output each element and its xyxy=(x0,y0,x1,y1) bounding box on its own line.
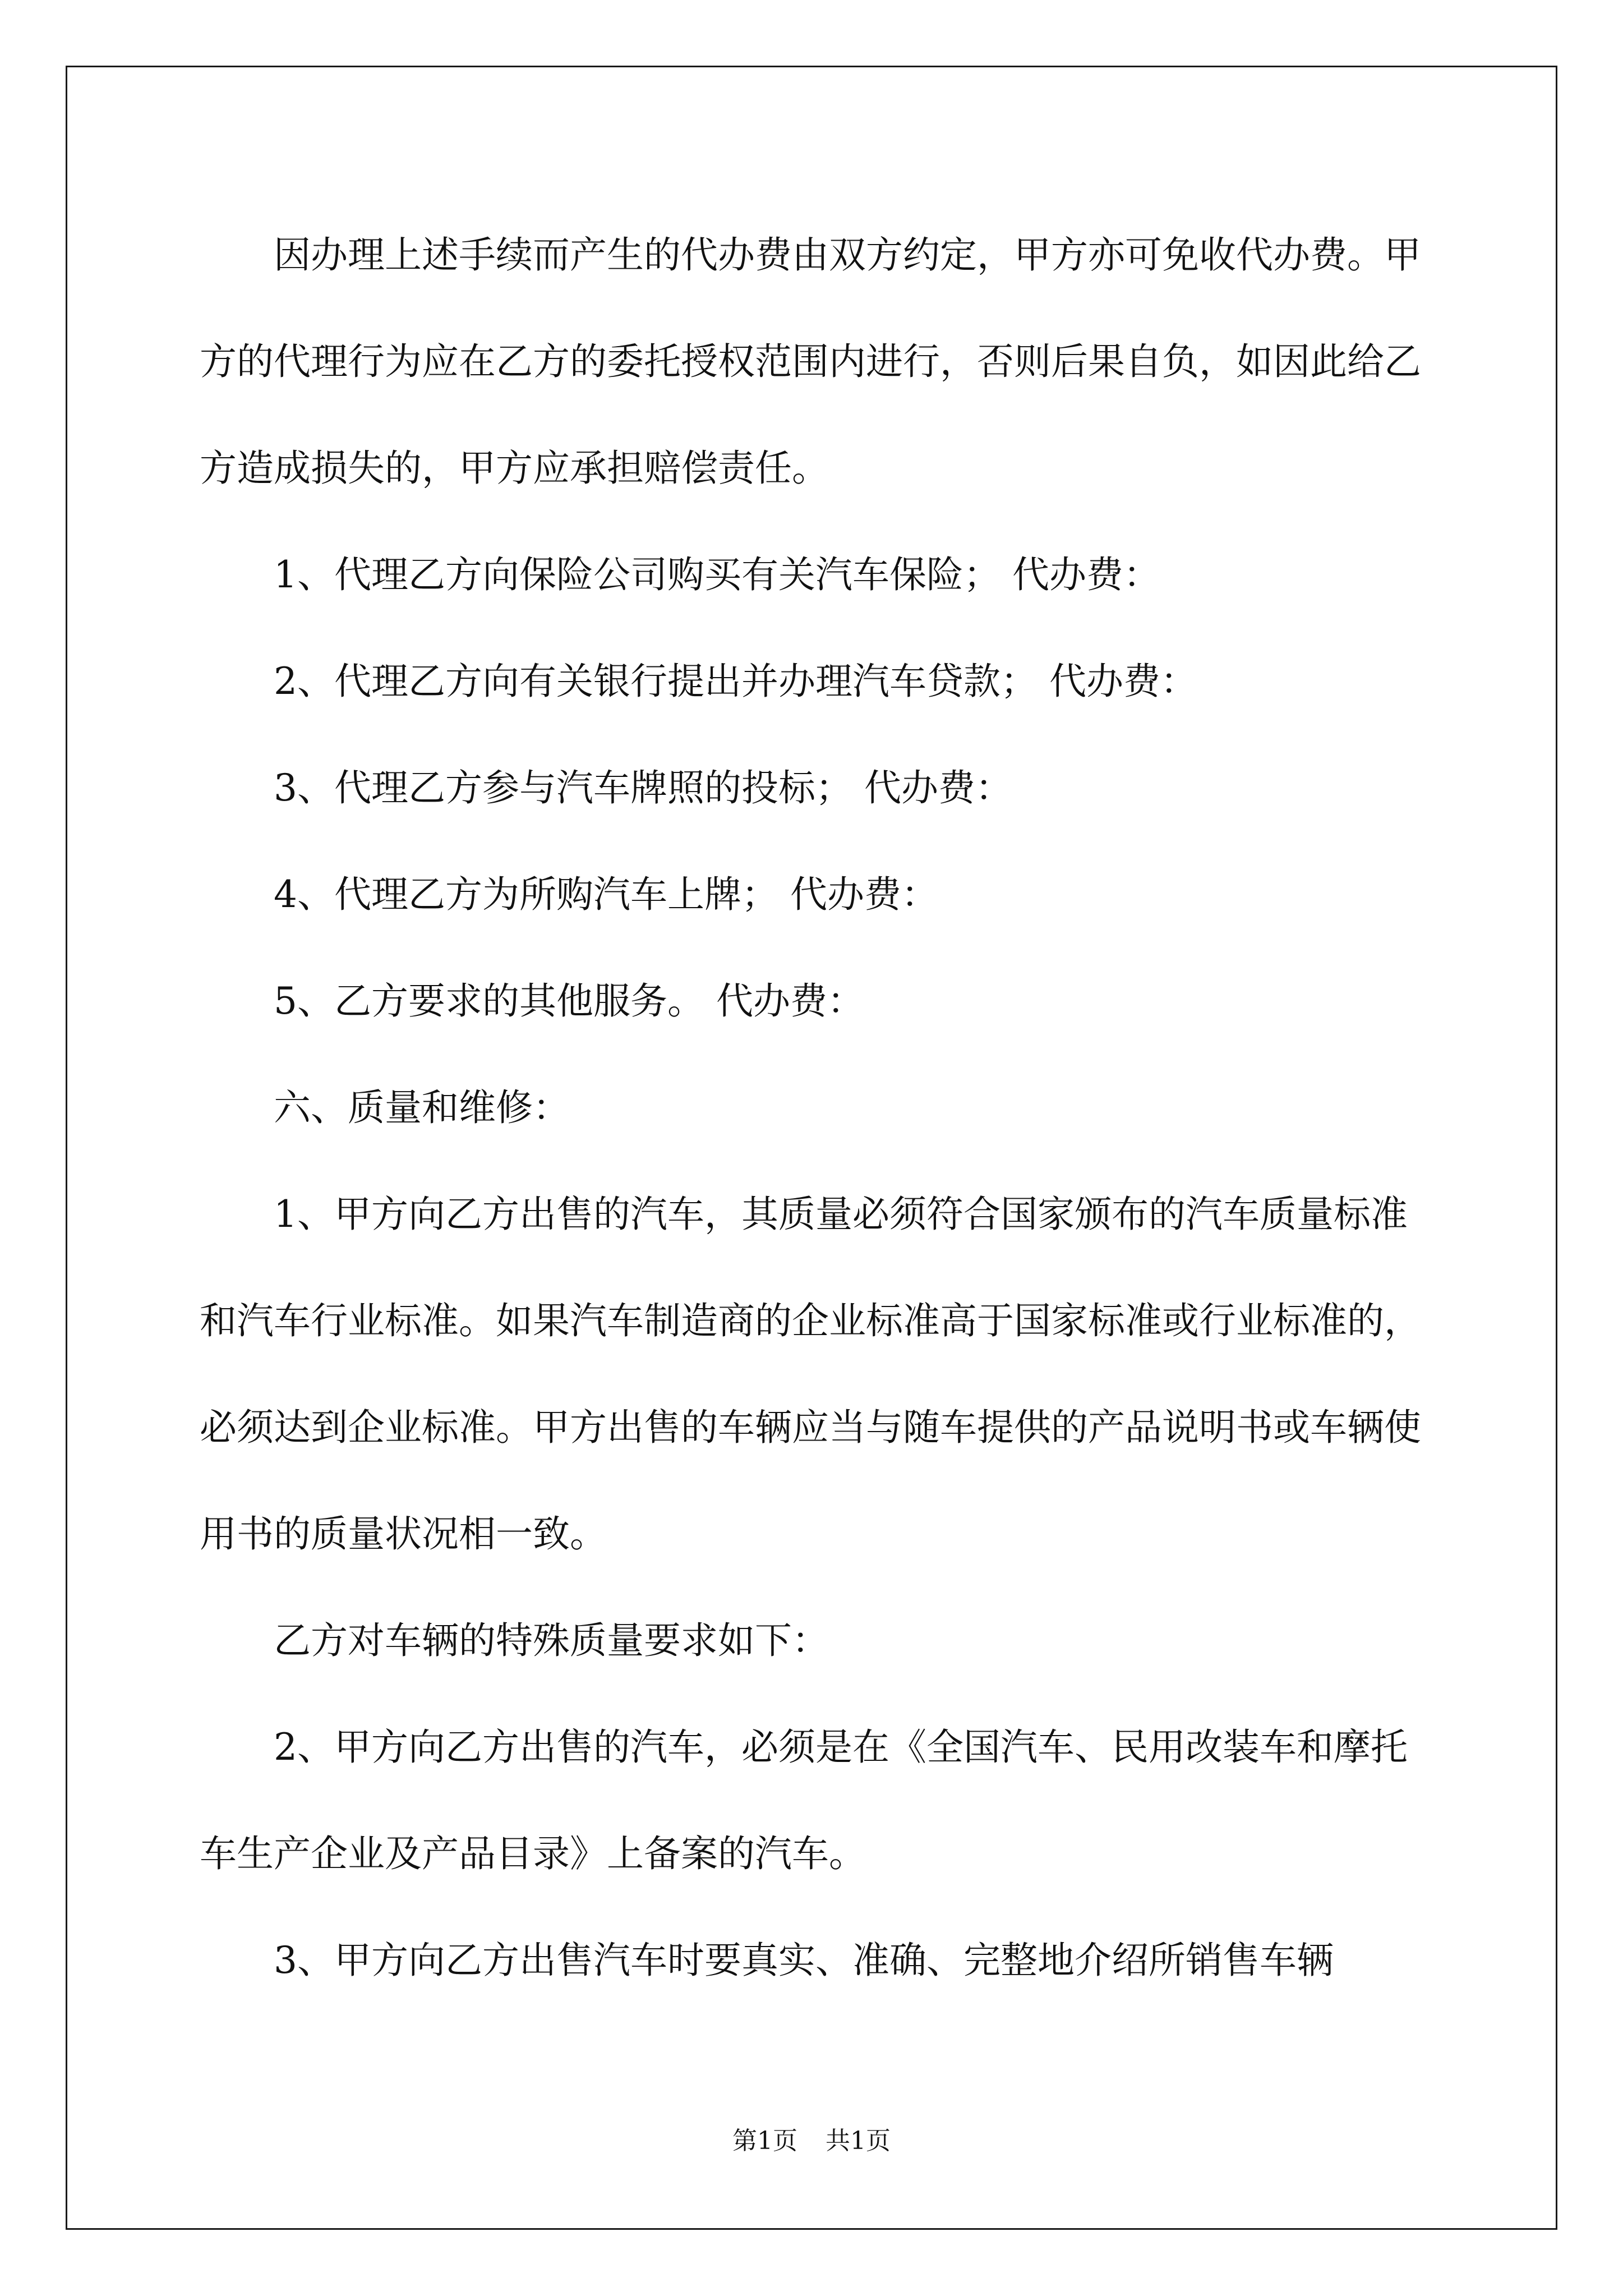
paragraph: 2、甲方向乙方出售的汽车，必须是在《全国汽车、民用改装车和摩托车生产企业及产品目录》上备案的汽车。 xyxy=(200,1726,1408,1875)
list-item: 3、代理乙方参与汽车牌照的投标； 代办费： xyxy=(274,766,1012,809)
page-number: 第1页 xyxy=(732,2127,797,2155)
list-item: 5、乙方要求的其他服务。 代办费： xyxy=(274,979,864,1023)
list-item: 1、代理乙方向保险公司购买有关汽车保险； 代办费： xyxy=(274,553,1160,596)
page-total: 共1页 xyxy=(826,2127,891,2155)
paragraph: 3、甲方向乙方出售汽车时要真实、准确、完整地介绍所销售车辆 xyxy=(274,1939,1334,1982)
list-item: 2、代理乙方向有关银行提出并办理汽车贷款； 代办费： xyxy=(274,660,1197,703)
page-footer xyxy=(0,2120,1623,2156)
paragraph: 因办理上述手续而产生的代办费由双方约定，甲方亦可免收代办费。甲方的代理行为应在乙方的委托授权范围内进行，否则后果自负，如因此给乙方造成损失的，甲方应承担赔偿责任。 xyxy=(200,233,1421,490)
section-heading: 六、质量和维修： xyxy=(274,1086,570,1129)
document-body xyxy=(200,202,1433,2014)
list-item: 4、代理乙方为所购汽车上牌； 代办费： xyxy=(274,873,938,916)
paragraph: 乙方对车辆的特殊质量要求如下： xyxy=(274,1619,829,1662)
paragraph: 1、甲方向乙方出售的汽车，其质量必须符合国家颁布的汽车质量标准和汽车行业标准。如果汽车制造商的企业标准高于国家标准或行业标准的，必须达到企业标准。甲方出售的车辆应当与随车提供的产品说明书或车辆使用书的质量状况相一致。 xyxy=(200,1193,1421,1556)
